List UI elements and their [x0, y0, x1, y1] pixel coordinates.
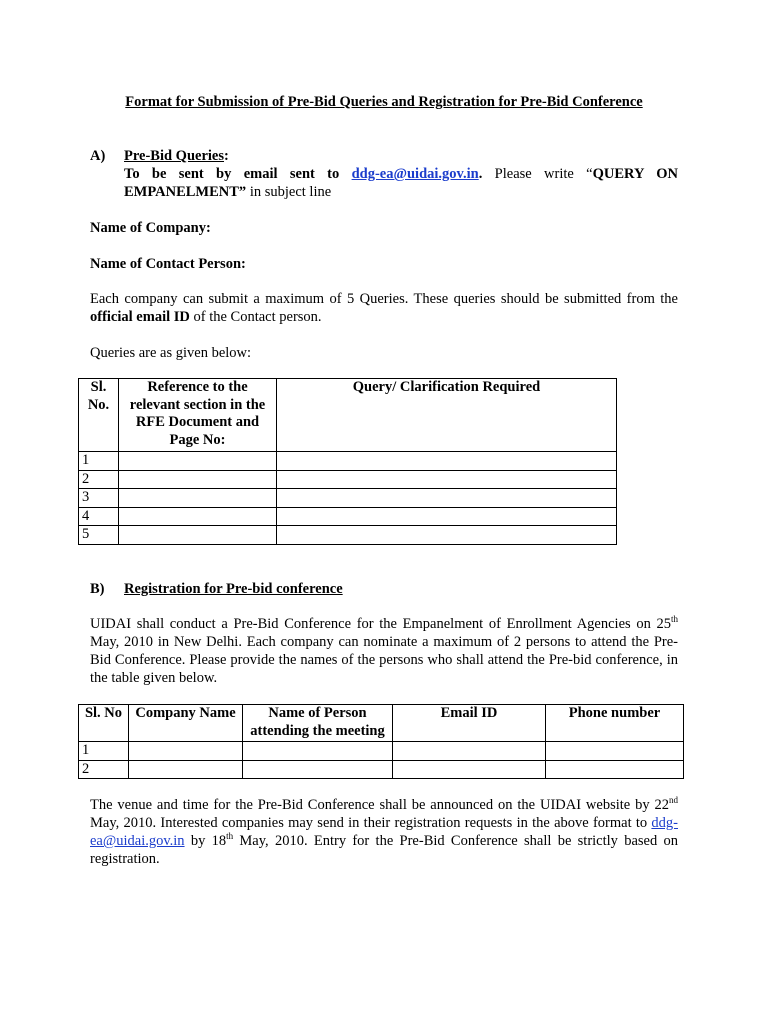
- document-title: Format for Submission of Pre-Bid Queries and Registration for Pre-Bid Conference: [125, 94, 643, 110]
- table-cell[interactable]: [546, 760, 684, 779]
- queries-paragraph-text2: of the Contact person.: [189, 309, 322, 325]
- section-a-heading-line: [124, 147, 229, 165]
- queries-intro: Queries are as given below:: [90, 345, 252, 361]
- venue-sup2: th: [226, 831, 234, 841]
- query-email-link[interactable]: ddg-ea@uidai.gov.in: [351, 166, 479, 182]
- table-cell[interactable]: [393, 760, 546, 779]
- table-row: [79, 526, 617, 545]
- table-cell[interactable]: [119, 507, 277, 526]
- please-write-text: Please write “: [482, 166, 593, 182]
- table-row: [79, 760, 684, 779]
- query-subject-start: QUERY ON: [592, 166, 679, 182]
- subject-suffix: in subject line: [246, 184, 332, 200]
- venue-paragraph: [90, 796, 678, 868]
- table-row: [79, 470, 617, 489]
- section-b-heading: Registration for Pre-bid conference: [124, 581, 343, 597]
- queries-table: [78, 378, 617, 545]
- table-cell[interactable]: [129, 760, 243, 779]
- table-cell[interactable]: [277, 507, 617, 526]
- row-number: 5: [79, 526, 119, 545]
- header-query: Query/ Clarification Required: [277, 379, 617, 452]
- registration-email-link[interactable]: ddg-ea@uidai.gov.in: [90, 815, 678, 849]
- table-cell[interactable]: [243, 742, 393, 761]
- section-a-heading-colon: :: [224, 148, 229, 164]
- conference-text2: May, 2010 in New Delhi. Each company can nominate a maximum of 2 persons to attend the Pre-Bid Conference. Please provide the names of the persons who shall attend the Pre-bid conference, in the table given below.: [90, 634, 678, 686]
- conference-paragraph: [90, 615, 678, 687]
- queries-table-header: [79, 379, 617, 452]
- queries-paragraph-text1: Each company can submit a maximum of 5 Queries. These queries should be submitted from the: [90, 291, 678, 307]
- table-row: [79, 507, 617, 526]
- header-person-name: Name of Person attending the meeting: [243, 705, 393, 742]
- header-sl-no: Sl. No.: [79, 379, 119, 452]
- table-row: [79, 489, 617, 508]
- row-number: 1: [79, 742, 129, 761]
- official-email-emphasis: official email ID: [90, 309, 190, 325]
- venue-text1: The venue and time for the Pre-Bid Conference shall be announced on the UIDAI website by 22: [90, 797, 669, 813]
- header-sl-no: Sl. No: [79, 705, 129, 742]
- row-number: 2: [79, 760, 129, 779]
- conference-text1: UIDAI shall conduct a Pre-Bid Conference for the Empanelment of Enrollment Agencies on 25: [90, 616, 671, 632]
- table-row: [79, 742, 684, 761]
- section-a-heading: Pre-Bid Queries: [124, 148, 225, 164]
- table-cell[interactable]: [119, 489, 277, 508]
- table-cell[interactable]: [119, 452, 277, 471]
- section-b-letter: B): [90, 581, 105, 597]
- query-subject-end: EMPANELMENT”: [124, 184, 247, 200]
- section-a-subject-line: [124, 183, 331, 201]
- table-cell[interactable]: [277, 526, 617, 545]
- queries-paragraph: [90, 290, 678, 326]
- venue-text4: May, 2010. Entry for the Pre-Bid Conference shall be strictly based on registration.: [90, 833, 678, 867]
- venue-text3: by 18: [184, 833, 227, 849]
- table-row: [79, 452, 617, 471]
- company-name-label: Name of Company:: [90, 220, 211, 236]
- row-number: 1: [79, 452, 119, 471]
- table-cell[interactable]: [277, 452, 617, 471]
- email-instruction: To be sent by email sent to: [124, 166, 340, 182]
- header-phone-number: Phone number: [546, 705, 684, 742]
- registration-table-header: [79, 705, 684, 742]
- contact-person-label: Name of Contact Person:: [90, 256, 246, 272]
- header-email-id: Email ID: [393, 705, 546, 742]
- header-company-name: Company Name: [129, 705, 243, 742]
- table-cell[interactable]: [119, 526, 277, 545]
- section-a-letter: A): [90, 148, 106, 164]
- table-cell[interactable]: [393, 742, 546, 761]
- header-reference: Reference to the relevant section in the RFE Document and Page No:: [119, 379, 277, 452]
- registration-table: [78, 704, 684, 779]
- row-number: 3: [79, 489, 119, 508]
- table-cell[interactable]: [277, 470, 617, 489]
- venue-text2: May, 2010. Interested companies may send in their registration requests in the above format to: [90, 815, 652, 831]
- table-cell[interactable]: [129, 742, 243, 761]
- table-cell[interactable]: [243, 760, 393, 779]
- row-number: 4: [79, 507, 119, 526]
- row-number: 2: [79, 470, 119, 489]
- email-period: .: [478, 166, 483, 182]
- venue-sup1: nd: [669, 795, 678, 805]
- conference-date-sup: th: [670, 614, 678, 624]
- table-cell[interactable]: [277, 489, 617, 508]
- table-cell[interactable]: [119, 470, 277, 489]
- table-cell[interactable]: [546, 742, 684, 761]
- section-a-email-line: [124, 165, 678, 183]
